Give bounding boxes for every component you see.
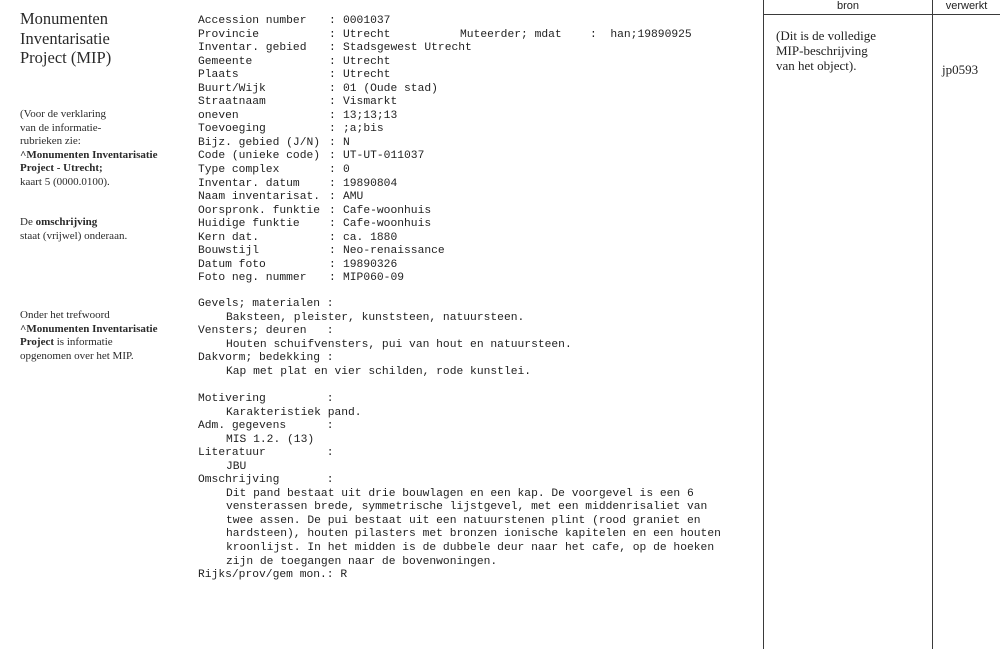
record-field-row (198, 15, 472, 29)
note-text: De (20, 216, 36, 228)
note-line: (Voor de verklaring (20, 108, 106, 120)
record-fields (198, 15, 472, 286)
field-label: oneven (198, 109, 239, 122)
field-label: Huidige funktie (198, 218, 300, 231)
field-value: 13;13;13 (343, 109, 398, 122)
field-value: MIP060-09 (343, 272, 405, 285)
field-label: Accession number (198, 15, 307, 27)
field-label: Gemeente (198, 55, 253, 68)
record-field-row (198, 69, 472, 83)
field-value: 0 (343, 164, 350, 177)
field-label: Kern dat. (198, 231, 260, 244)
sidebar (20, 9, 180, 362)
field-value: Cafe-woonhuis (343, 204, 432, 217)
section-text-line: JBU (226, 460, 247, 473)
record-field-row (198, 137, 472, 151)
field-label: Oorspronk. funktie (198, 204, 321, 217)
record-field-row (198, 42, 472, 56)
record-field-row (198, 191, 472, 205)
note-keyword: omschrijving (35, 216, 98, 228)
record-field-row (198, 29, 472, 43)
field-label: Straatnaam (198, 96, 266, 109)
field-value: Cafe-woonhuis (343, 218, 432, 231)
note-line: staat (vrijwel) onderaan. (20, 229, 128, 242)
section-text-line: hardsteen), houten pilasters met bronzen ionische kapitelen en een houten (226, 528, 721, 541)
record-field-row (198, 272, 472, 286)
field-value: Utrecht (343, 28, 391, 41)
section-heading: Gevels; materialen : (198, 298, 334, 310)
field-separator: : (329, 42, 336, 55)
field-value: N (343, 136, 350, 149)
field-value: Utrecht (343, 69, 391, 82)
section-text-line: kroonlijst. In het midden is de dubbele deur naar het cafe, op de hoeken (226, 542, 715, 555)
column-header-bron: bron (836, 0, 860, 12)
section-text-line: Kap met plat en vier schilden, rode kunstlei. (226, 365, 532, 378)
field-separator: : (329, 204, 336, 217)
section-text-line: zijn de toegangen naar de bovenwoningen. (226, 555, 498, 568)
column-divider (763, 0, 764, 649)
field-separator: : (329, 109, 336, 122)
record-field-row (198, 205, 472, 219)
field-value: 0001037 (343, 15, 391, 27)
bron-line: van het object). (776, 58, 857, 73)
field-value: Vismarkt (343, 96, 398, 109)
column-divider (932, 0, 933, 649)
field-label: Datum foto (198, 258, 266, 271)
section-heading: Dakvorm; bedekking : (198, 352, 334, 365)
record-field-row (198, 178, 472, 192)
field-separator: : (329, 258, 336, 271)
note-keyword: ^Monumenten Inventarisatie (20, 322, 158, 335)
record-field-row (198, 232, 472, 246)
record-field-row (198, 150, 472, 164)
field-separator: : (329, 177, 336, 190)
field-separator: : (329, 55, 336, 68)
field-label: Foto neg. nummer (198, 272, 307, 285)
section-heading: Motivering : (198, 393, 334, 405)
section-heading: Vensters; deuren : (198, 325, 334, 338)
field-label: Buurt/Wijk (198, 82, 266, 95)
record-field-row (198, 83, 472, 97)
record-last-line: Rijks/prov/gem mon.: R (198, 569, 348, 581)
record-sections-building (198, 298, 572, 379)
field-separator: : (329, 15, 336, 27)
field-value: ca. 1880 (343, 231, 398, 244)
field-label: Bijz. gebied (J/N) (198, 136, 321, 149)
note-keyword: ^Monumenten Inventarisatie (20, 148, 158, 161)
section-text-line: vensterassen brede, symmetrische lijstgevel, met een middenrisaliet van (226, 501, 708, 514)
field-separator: : (329, 123, 336, 136)
sidebar-note-keyword (20, 309, 180, 363)
record-field-row (198, 110, 472, 124)
mutator-value: : han;19890925 (590, 28, 692, 41)
field-label: Inventar. datum (198, 177, 300, 190)
field-value: UT-UT-011037 (343, 150, 425, 163)
bron-note (776, 28, 926, 73)
field-value: AMU (343, 191, 364, 204)
record-field-row (198, 96, 472, 110)
sidebar-title-line: Inventarisatie (20, 28, 110, 48)
section-text-line: Karakteristiek pand. (226, 406, 362, 419)
field-separator: : (329, 231, 336, 244)
section-heading: Literatuur : (198, 447, 334, 460)
field-label: Code (unieke code) (198, 150, 321, 163)
column-header-verwerkt: verwerkt (945, 0, 988, 12)
note-line: kaart 5 (0000.0100). (20, 175, 110, 188)
section-text-line: twee assen. De pui bestaat uit een natuurstenen plint (rood graniet en (226, 514, 701, 527)
section-heading: Omschrijving : (198, 474, 334, 487)
note-line: Onder het trefwoord (20, 309, 110, 321)
field-value: 19890326 (343, 258, 398, 271)
field-label: Provincie (198, 28, 260, 41)
section-text-line: Dit pand bestaat uit drie bouwlagen en een kap. De voorgevel is een 6 (226, 487, 694, 500)
field-separator: : (329, 82, 336, 95)
field-separator: : (329, 150, 336, 163)
field-label: Bouwstijl (198, 245, 260, 258)
field-separator: : (329, 272, 336, 285)
note-keyword: Project - Utrecht; (20, 162, 103, 174)
field-value: Utrecht (343, 55, 391, 68)
field-label: Type complex (198, 164, 280, 177)
note-text: is informatie (54, 336, 113, 348)
field-separator: : (329, 164, 336, 177)
field-label: Toevoeging (198, 123, 266, 136)
field-value: 19890804 (343, 177, 398, 190)
note-keyword: Project (20, 336, 54, 348)
record-field-row (198, 164, 472, 178)
section-text-line: MIS 1.2. (13) (226, 433, 315, 446)
record-field-row (198, 259, 472, 273)
sidebar-note-explanation (20, 108, 180, 189)
field-separator: : (329, 28, 336, 41)
section-heading: Adm. gegevens : (198, 420, 334, 433)
field-separator: : (329, 218, 336, 231)
field-separator: : (329, 96, 336, 109)
field-value: Stadsgewest Utrecht (343, 42, 472, 55)
field-label: Naam inventarisat. (198, 191, 321, 204)
note-line: rubrieken zie: (20, 135, 81, 147)
header-rule (763, 14, 1000, 15)
field-value: 01 (Oude stad) (343, 82, 438, 95)
verwerkt-code: jp0593 (942, 62, 979, 77)
field-separator: : (329, 69, 336, 82)
mutator-label: Muteerder; mdat (460, 28, 562, 41)
bron-line: MIP-beschrijving (776, 43, 868, 58)
record-field-row (198, 56, 472, 70)
record-field-row (198, 245, 472, 259)
field-value: Neo-renaissance (343, 245, 445, 258)
field-label: Inventar. gebied (198, 42, 307, 55)
record-field-row (198, 218, 472, 232)
field-value: ;a;bis (343, 123, 384, 136)
record-field-row (198, 123, 472, 137)
sidebar-title-line: Monumenten (20, 9, 108, 28)
sidebar-title-line: Project (MIP) (20, 48, 112, 67)
field-label: Plaats (198, 69, 239, 82)
bron-line: (Dit is de volledige (776, 28, 877, 43)
note-line: opgenomen over het MIP. (20, 349, 134, 362)
field-separator: : (329, 245, 336, 258)
record-sections-description (198, 393, 721, 569)
section-text-line: Houten schuifvensters, pui van hout en natuursteen. (226, 338, 572, 351)
sidebar-note-description (20, 216, 180, 243)
field-separator: : (329, 136, 336, 149)
field-separator: : (329, 191, 336, 204)
section-text-line: Baksteen, pleister, kunststeen, natuursteen. (226, 311, 525, 324)
sidebar-title (20, 9, 180, 68)
note-line: van de informatie- (20, 121, 102, 134)
